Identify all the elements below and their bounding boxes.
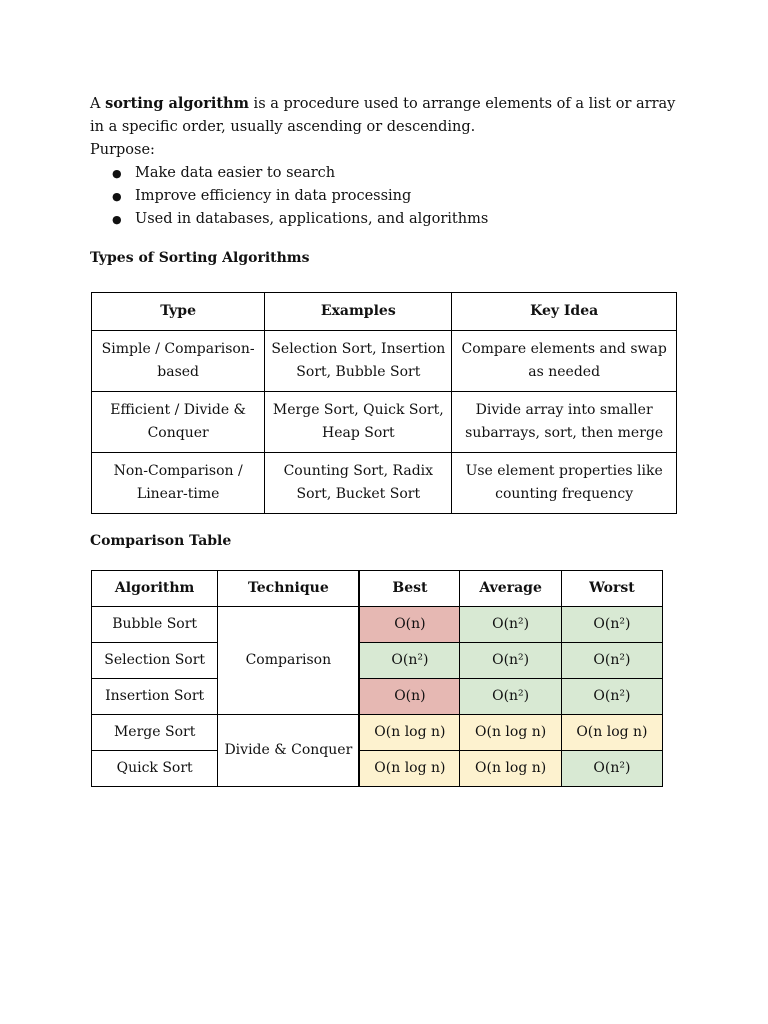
- worst-cell: O(n log n): [561, 715, 662, 751]
- bullet-icon: ●: [112, 190, 122, 203]
- type-cell: Simple / Comparison-based: [92, 331, 265, 392]
- technique-cell: Divide & Conquer: [218, 715, 360, 787]
- best-cell: O(n log n): [359, 715, 459, 751]
- header-key-idea: Key Idea: [452, 293, 677, 331]
- intro-section: [90, 92, 680, 231]
- best-cell: O(n): [359, 679, 459, 715]
- average-cell: O(n²): [460, 643, 561, 679]
- header-average: Average: [460, 571, 561, 607]
- best-cell: O(n): [359, 607, 459, 643]
- examples-cell: Counting Sort, Radix Sort, Bucket Sort: [265, 453, 452, 514]
- type-cell: Efficient / Divide & Conquer: [92, 392, 265, 453]
- list-item-text: Make data easier to search: [135, 165, 336, 181]
- list-item: [112, 208, 680, 231]
- types-table: [91, 292, 677, 514]
- table-row: [92, 751, 663, 787]
- average-cell: O(n²): [460, 607, 561, 643]
- best-cell: O(n log n): [359, 751, 459, 787]
- list-item: [112, 162, 680, 185]
- header-examples: Examples: [265, 293, 452, 331]
- algorithm-cell: Selection Sort: [92, 643, 218, 679]
- table-row: [92, 607, 663, 643]
- table-row: [92, 331, 677, 392]
- table-row: [92, 679, 663, 715]
- intro-paragraph: [90, 92, 680, 139]
- average-cell: O(n log n): [460, 751, 561, 787]
- types-heading: Types of Sorting Algorithms: [90, 250, 310, 266]
- table-row: [92, 715, 663, 751]
- intro-bold-term: sorting algorithm: [105, 95, 249, 112]
- header-best: Best: [359, 571, 459, 607]
- bullet-icon: ●: [112, 213, 122, 226]
- key-idea-cell: Divide array into smaller subarrays, sort, then merge: [452, 392, 677, 453]
- table-row: [92, 392, 677, 453]
- header-worst: Worst: [561, 571, 662, 607]
- algorithm-cell: Quick Sort: [92, 751, 218, 787]
- intro-rest: is a procedure used to arrange elements of a list or array in a specific order, usually ascending or descending.: [90, 96, 676, 135]
- table-row: [92, 643, 663, 679]
- worst-cell: O(n²): [561, 607, 662, 643]
- worst-cell: O(n²): [561, 643, 662, 679]
- header-algorithm: Algorithm: [92, 571, 218, 607]
- table-row: [92, 453, 677, 514]
- list-item-text: Used in databases, applications, and algorithms: [135, 211, 489, 227]
- examples-cell: Merge Sort, Quick Sort, Heap Sort: [265, 392, 452, 453]
- header-technique: Technique: [218, 571, 360, 607]
- worst-cell: O(n²): [561, 679, 662, 715]
- worst-cell: O(n²): [561, 751, 662, 787]
- list-item: [112, 185, 680, 208]
- key-idea-cell: Compare elements and swap as needed: [452, 331, 677, 392]
- header-type: Type: [92, 293, 265, 331]
- type-cell: Non-Comparison / Linear-time: [92, 453, 265, 514]
- comparison-heading: Comparison Table: [90, 533, 232, 549]
- average-cell: O(n log n): [460, 715, 561, 751]
- algorithm-cell: Merge Sort: [92, 715, 218, 751]
- algorithm-cell: Bubble Sort: [92, 607, 218, 643]
- purpose-list: [90, 162, 680, 231]
- intro-prefix: A: [90, 96, 106, 112]
- examples-cell: Selection Sort, Insertion Sort, Bubble Sort: [265, 331, 452, 392]
- purpose-label: Purpose:: [90, 142, 155, 158]
- table-header-row: [92, 571, 663, 607]
- technique-cell: Comparison: [218, 607, 360, 715]
- average-cell: O(n²): [460, 679, 561, 715]
- comparison-table: [91, 570, 663, 787]
- table-header-row: [92, 293, 677, 331]
- bullet-icon: ●: [112, 167, 122, 180]
- algorithm-cell: Insertion Sort: [92, 679, 218, 715]
- key-idea-cell: Use element properties like counting frequency: [452, 453, 677, 514]
- best-cell: O(n²): [359, 643, 459, 679]
- list-item-text: Improve efficiency in data processing: [135, 188, 412, 204]
